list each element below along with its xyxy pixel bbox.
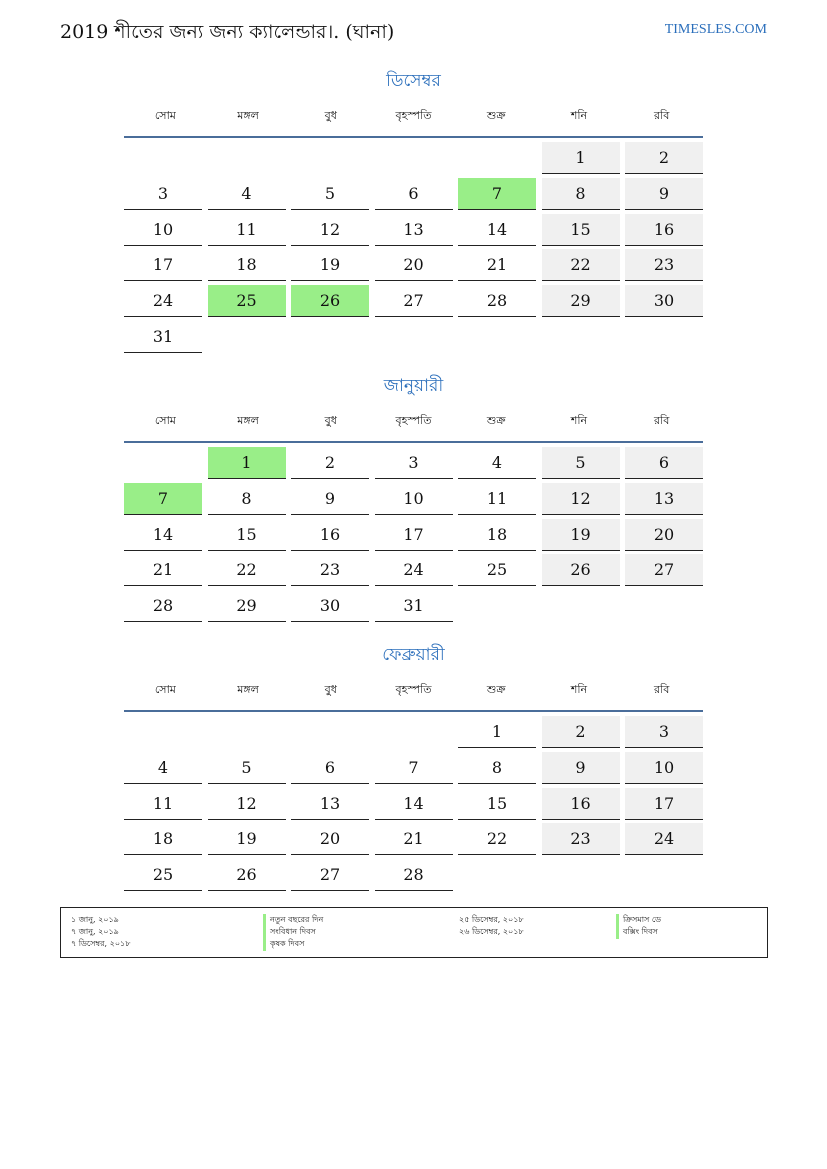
day-cell: 3 [124, 178, 202, 210]
day-cell: 10 [375, 483, 453, 515]
holiday-day-cell: 7 [458, 178, 536, 210]
day-cell: 30 [291, 590, 369, 622]
day-cell: 16 [625, 214, 703, 246]
day-cell: 2 [291, 447, 369, 479]
weekday-label: মঙ্গল [237, 108, 259, 122]
day-cell: 20 [375, 249, 453, 281]
day-cell: 23 [625, 249, 703, 281]
day-cell: 24 [625, 823, 703, 855]
day-cell: 9 [625, 178, 703, 210]
weekday-label: শুক্র [486, 413, 506, 427]
day-cell: 20 [291, 823, 369, 855]
day-cell: 16 [542, 788, 620, 820]
day-cell: 27 [375, 285, 453, 317]
day-cell: 8 [542, 178, 620, 210]
weekday-label: বৃহস্পতি [395, 682, 432, 696]
holiday-legend [60, 907, 768, 958]
day-cell: 19 [208, 823, 286, 855]
day-cell: 10 [625, 752, 703, 784]
holiday-day-cell: 26 [291, 285, 369, 317]
legend-date: ২৫ ডিসেম্বর, ২০১৮ [459, 915, 524, 924]
legend-date: ২৬ ডিসেম্বর, ২০১৮ [459, 927, 524, 936]
weekday-label: রবি [654, 413, 670, 427]
header-rule [124, 441, 703, 443]
weekday-label: শুক্র [486, 682, 506, 696]
day-cell: 23 [542, 823, 620, 855]
holiday-day-cell: 7 [124, 483, 202, 515]
day-cell: 28 [458, 285, 536, 317]
day-cell: 8 [208, 483, 286, 515]
weekday-label: মঙ্গল [237, 682, 259, 696]
day-cell: 27 [625, 554, 703, 586]
holiday-day-cell: 1 [208, 447, 286, 479]
legend-date: ১ জানু, ২০১৯ [71, 915, 119, 924]
legend-holiday-name: সংবিধান দিবস [263, 926, 316, 939]
day-cell: 21 [124, 554, 202, 586]
day-cell: 21 [375, 823, 453, 855]
day-cell: 29 [542, 285, 620, 317]
day-cell: 1 [458, 716, 536, 748]
day-cell: 7 [375, 752, 453, 784]
legend-holiday-name: ক্রিসমাস ডে [616, 914, 661, 927]
day-cell: 12 [208, 788, 286, 820]
day-cell: 26 [542, 554, 620, 586]
weekday-label: শুক্র [486, 108, 506, 122]
weekday-label: বুধ [324, 108, 337, 122]
weekday-label: বুধ [324, 682, 337, 696]
day-cell: 14 [124, 519, 202, 551]
day-cell: 2 [542, 716, 620, 748]
day-cell: 12 [291, 214, 369, 246]
day-cell: 18 [458, 519, 536, 551]
month-title: ডিসেম্বর [386, 71, 441, 91]
day-cell: 18 [124, 823, 202, 855]
day-cell: 14 [375, 788, 453, 820]
weekday-label: সোম [154, 682, 176, 696]
day-cell: 26 [208, 859, 286, 891]
day-cell: 2 [625, 142, 703, 174]
day-cell: 8 [458, 752, 536, 784]
day-cell: 22 [208, 554, 286, 586]
weekday-header [124, 676, 703, 704]
day-cell: 25 [124, 859, 202, 891]
day-cell: 6 [625, 447, 703, 479]
day-cell: 9 [291, 483, 369, 515]
weekday-label: শনি [570, 682, 588, 696]
day-cell: 17 [625, 788, 703, 820]
header-rule [124, 136, 703, 138]
weekday-label: শনি [570, 413, 588, 427]
month-block [124, 371, 703, 626]
day-cell: 15 [542, 214, 620, 246]
day-cell: 11 [458, 483, 536, 515]
day-cell: 5 [208, 752, 286, 784]
day-cell: 13 [291, 788, 369, 820]
day-cell: 27 [291, 859, 369, 891]
day-cell: 4 [458, 447, 536, 479]
day-cell: 11 [124, 788, 202, 820]
day-cell: 3 [625, 716, 703, 748]
day-cell: 25 [458, 554, 536, 586]
day-cell: 4 [124, 752, 202, 784]
day-cell: 24 [124, 285, 202, 317]
month-title: জানুয়ারী [383, 376, 444, 396]
day-cell: 3 [375, 447, 453, 479]
day-cell: 31 [124, 321, 202, 353]
weekday-label: রবি [654, 108, 670, 122]
day-cell: 12 [542, 483, 620, 515]
day-cell: 4 [208, 178, 286, 210]
day-cell: 17 [375, 519, 453, 551]
weekday-label: বৃহস্পতি [395, 413, 432, 427]
day-grid [124, 716, 703, 895]
day-cell: 16 [291, 519, 369, 551]
day-cell: 13 [375, 214, 453, 246]
page-title: 2019 শীতের জন্য জন্য ক্যালেন্ডার।. (ঘানা) [60, 21, 395, 43]
month-title: ফেব্রুয়ারী [382, 645, 445, 665]
day-cell: 5 [542, 447, 620, 479]
day-cell: 11 [208, 214, 286, 246]
day-grid [124, 142, 703, 357]
day-cell: 13 [625, 483, 703, 515]
weekday-label: শনি [570, 108, 588, 122]
weekday-label: সোম [154, 413, 176, 427]
day-cell: 19 [291, 249, 369, 281]
day-cell: 17 [124, 249, 202, 281]
legend-date: ৭ জানু, ২০১৯ [71, 927, 119, 936]
header-rule [124, 710, 703, 712]
day-cell: 9 [542, 752, 620, 784]
weekday-header [124, 102, 703, 130]
day-cell: 29 [208, 590, 286, 622]
day-cell: 10 [124, 214, 202, 246]
day-cell: 18 [208, 249, 286, 281]
day-cell: 21 [458, 249, 536, 281]
day-cell: 30 [625, 285, 703, 317]
legend-holiday-name: কৃষক দিবস [263, 938, 304, 951]
day-cell: 31 [375, 590, 453, 622]
day-cell: 14 [458, 214, 536, 246]
legend-holiday-name: নতুন বছরের দিন [263, 914, 323, 927]
site-link[interactable]: TIMESLES.COM [664, 22, 767, 37]
legend-holiday-name: বক্সিং দিবস [616, 926, 658, 939]
month-block [124, 640, 703, 895]
weekday-label: রবি [654, 682, 670, 696]
weekday-label: বুধ [324, 413, 337, 427]
day-cell: 15 [458, 788, 536, 820]
weekday-header [124, 407, 703, 435]
day-cell: 22 [542, 249, 620, 281]
day-cell: 20 [625, 519, 703, 551]
weekday-label: বৃহস্পতি [395, 108, 432, 122]
day-cell: 6 [375, 178, 453, 210]
day-cell: 23 [291, 554, 369, 586]
weekday-label: সোম [154, 108, 176, 122]
day-cell: 6 [291, 752, 369, 784]
day-cell: 5 [291, 178, 369, 210]
day-cell: 28 [375, 859, 453, 891]
day-cell: 19 [542, 519, 620, 551]
day-cell: 15 [208, 519, 286, 551]
day-cell: 28 [124, 590, 202, 622]
legend-date: ৭ ডিসেম্বর, ২০১৮ [71, 939, 131, 948]
day-cell: 22 [458, 823, 536, 855]
day-cell: 24 [375, 554, 453, 586]
holiday-day-cell: 25 [208, 285, 286, 317]
weekday-label: মঙ্গল [237, 413, 259, 427]
day-cell: 1 [542, 142, 620, 174]
day-grid [124, 447, 703, 626]
month-block [124, 66, 703, 357]
